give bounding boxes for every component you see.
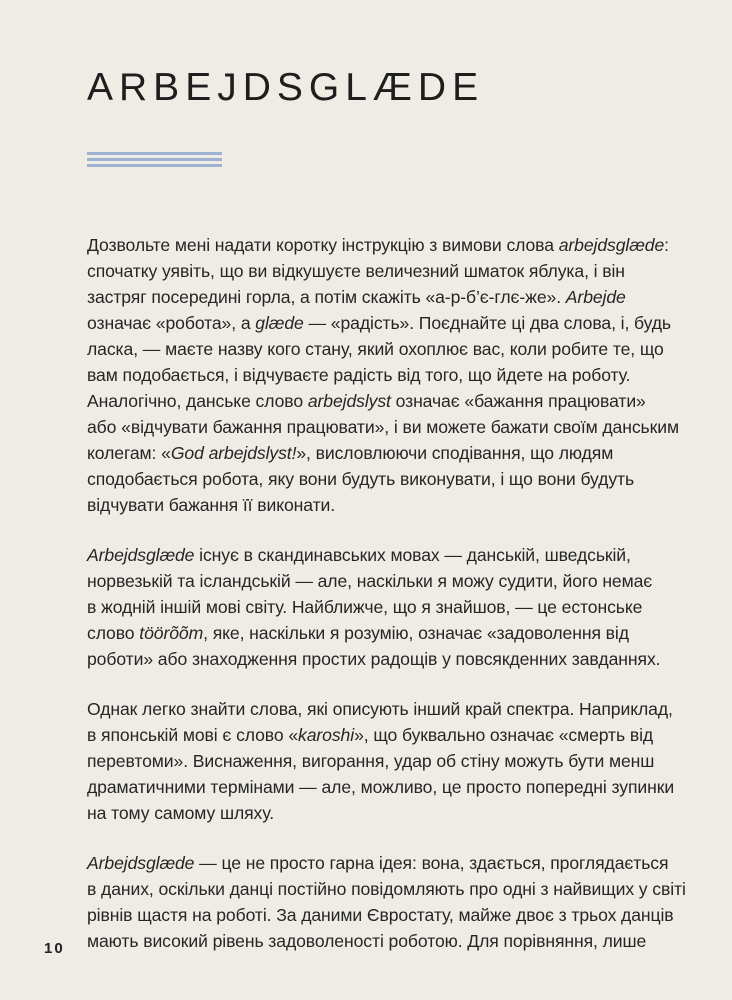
text-run: — «радість». Поєднайте ці два слова, і, будь xyxy=(303,313,671,333)
paragraph xyxy=(87,232,687,518)
italic-term: karoshi xyxy=(298,725,355,745)
decorative-rule xyxy=(87,152,222,155)
text-run: мають високий рівень задоволеності роботою. Для порівняння, лише xyxy=(87,931,647,951)
text-line xyxy=(87,876,687,902)
text-run: норвезькій та ісландській — але, наскільки я можу судити, його немає xyxy=(87,571,653,591)
text-run: відчувати бажання її виконати. xyxy=(87,495,336,515)
body-text xyxy=(87,232,687,978)
text-run: в японській мові є слово « xyxy=(87,725,299,745)
page-number: 10 xyxy=(44,940,65,957)
italic-term: Arbejdsglæde xyxy=(87,853,195,873)
text-run: перевтоми». Виснаження, вигорання, удар об стіну можуть бути менш xyxy=(87,751,655,771)
text-line xyxy=(87,310,687,336)
text-run: слово xyxy=(87,623,140,643)
text-run: на тому самому шляху. xyxy=(87,803,274,823)
text-line xyxy=(87,696,687,722)
text-run: Аналогічно, данське слово xyxy=(87,391,308,411)
text-line xyxy=(87,542,687,568)
text-line xyxy=(87,774,687,800)
text-run: — це не просто гарна ідея: вона, здається, проглядається xyxy=(194,853,669,873)
text-line xyxy=(87,928,687,954)
chapter-title: ARBEJDSGLÆDE xyxy=(87,66,485,109)
paragraph xyxy=(87,696,687,826)
italic-term: töörõõm xyxy=(139,623,204,643)
text-line xyxy=(87,492,687,518)
text-run: застряг посередині горла, а потім скажіть «а-р-б’є-глє-же». xyxy=(87,287,566,307)
decorative-rule xyxy=(87,164,222,167)
text-line xyxy=(87,388,687,414)
text-line xyxy=(87,568,687,594)
text-run: означає «бажання працювати» xyxy=(390,391,646,411)
text-run: сподобається робота, яку вони будуть виконувати, і що вони будуть xyxy=(87,469,635,489)
italic-term: glæde xyxy=(255,313,304,333)
text-line xyxy=(87,232,687,258)
text-run: в даних, оскільки данці постійно повідомляють про одні з найвищих у світі xyxy=(87,879,686,899)
text-run: колегам: « xyxy=(87,443,171,463)
text-line xyxy=(87,440,687,466)
text-line xyxy=(87,284,687,310)
text-run: », висловлюючи сподівання, що людям xyxy=(296,443,614,463)
text-run: Однак легко знайти слова, які описують інший край спектра. Наприклад, xyxy=(87,699,673,719)
text-run: вам подобається, і відчуваєте радість від того, що йдете на роботу. xyxy=(87,365,631,385)
decorative-rule xyxy=(87,158,222,161)
text-line xyxy=(87,902,687,928)
text-run: існує в скандинавських мовах — данській, шведській, xyxy=(194,545,631,565)
text-line xyxy=(87,646,687,672)
italic-term: Arbejdsglæde xyxy=(87,545,195,565)
title-underline-decoration xyxy=(87,152,222,170)
text-run: драматичними термінами — але, можливо, це просто попередні зупинки xyxy=(87,777,675,797)
text-line xyxy=(87,258,687,284)
text-line xyxy=(87,620,687,646)
text-line xyxy=(87,362,687,388)
text-line xyxy=(87,594,687,620)
text-line xyxy=(87,800,687,826)
paragraph xyxy=(87,542,687,672)
text-run: », що буквально означає «смерть від xyxy=(354,725,654,745)
text-line xyxy=(87,414,687,440)
italic-term: Arbejde xyxy=(565,287,626,307)
text-line xyxy=(87,748,687,774)
text-line xyxy=(87,466,687,492)
italic-term: arbejdsglæde xyxy=(558,235,665,255)
italic-term: God arbejdslyst! xyxy=(170,443,297,463)
text-run: рівнів щастя на роботі. За даними Євростату, майже двоє з трьох данців xyxy=(87,905,674,925)
text-line xyxy=(87,722,687,748)
italic-term: arbejdslyst xyxy=(307,391,391,411)
text-run: роботи» або знаходження простих радощів у повсякденних завданнях. xyxy=(87,649,661,669)
text-line xyxy=(87,336,687,362)
paragraph xyxy=(87,850,687,954)
text-run: : xyxy=(664,235,669,255)
text-run: спочатку уявіть, що ви відкушуєте величезний шматок яблука, і він xyxy=(87,261,625,281)
text-run: ласка, — маєте назву кого стану, який охоплює вас, коли робите те, що xyxy=(87,339,664,359)
text-run: означає «робота», а xyxy=(87,313,256,333)
text-run: в жодній іншій мові світу. Найближче, що я знайшов, — це естонське xyxy=(87,597,643,617)
text-line xyxy=(87,850,687,876)
text-run: , яке, наскільки я розумію, означає «задоволення від xyxy=(203,623,629,643)
text-run: або «відчувати бажання працювати», і ви можете бажати своїм данським xyxy=(87,417,679,437)
text-run: Дозвольте мені надати коротку інструкцію з вимови слова xyxy=(87,235,559,255)
